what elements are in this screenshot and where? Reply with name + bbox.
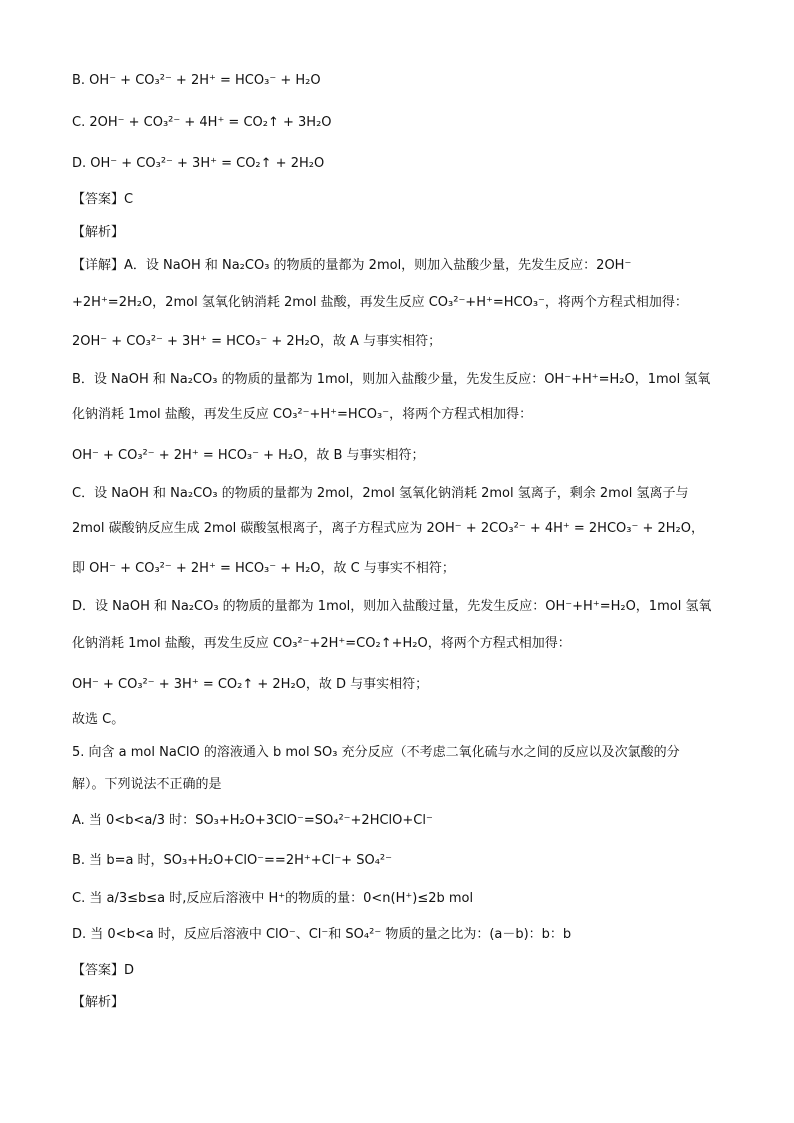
question-5-option-a: A. 当 0<b<a/3 时：SO₃+H₂O+3ClO⁻=SO₄²⁻+2HClO+Cl⁻ bbox=[72, 813, 433, 828]
explanation-line-3: 2OH⁻ + CO₃²⁻ + 3H⁺ = HCO₃⁻ + 2H₂O，故 A 与事实相符； bbox=[72, 334, 442, 349]
question-5-option-b: B. 当 b=a 时，SO₃+H₂O+ClO⁻==2H⁺+Cl⁻+ SO₄²⁻ bbox=[72, 853, 392, 868]
option-b-equation: B. OH⁻ + CO₃²⁻ + 2H⁺ = HCO₃⁻ + H₂O bbox=[72, 73, 321, 88]
explanation-line-12: OH⁻ + CO₃²⁻ + 3H⁺ = CO₂↑ + 2H₂O，故 D 与事实相符； bbox=[72, 677, 429, 692]
question-5-option-d: D. 当 0<b<a 时，反应后溶液中 ClO⁻、Cl⁻和 SO₄²⁻ 物质的量之比为：(a－b)：b：b bbox=[72, 927, 572, 942]
explanation-line-4: B．设 NaOH 和 Na₂CO₃ 的物质的量都为 1mol，则加入盐酸少量，先发生反应：OH⁻+H⁺=H₂O，1mol 氢氧 bbox=[72, 372, 711, 387]
analysis-label: 【解析】 bbox=[72, 225, 125, 240]
explanation-line-11: 化钠消耗 1mol 盐酸，再发生反应 CO₃²⁻+2H⁺=CO₂↑+H₂O，将两个方程式相加得： bbox=[72, 636, 571, 651]
conclusion-line: 故选 C。 bbox=[72, 712, 125, 727]
option-d-equation: D. OH⁻ + CO₃²⁻ + 3H⁺ = CO₂↑ + 2H₂O bbox=[72, 156, 325, 171]
explanation-line-5: 化钠消耗 1mol 盐酸，再发生反应 CO₃²⁻+H⁺=HCO₃⁻，将两个方程式相加得： bbox=[72, 407, 533, 422]
answer-label: 【答案】C bbox=[72, 192, 134, 207]
explanation-line-6: OH⁻ + CO₃²⁻ + 2H⁺ = HCO₃⁻ + H₂O，故 B 与事实相符； bbox=[72, 448, 425, 463]
question-5-stem-2: 解）。下列说法不正确的是 bbox=[72, 777, 222, 792]
answer-label-2: 【答案】D bbox=[72, 963, 135, 978]
question-5-stem-1: 5. 向含 a mol NaClO 的溶液通入 b mol SO₃ 充分反应（不考虑二氧化硫与水之间的反应以及次氯酸的分 bbox=[72, 745, 680, 760]
analysis-label-2: 【解析】 bbox=[72, 995, 125, 1010]
explanation-line-7: C．设 NaOH 和 Na₂CO₃ 的物质的量都为 2mol，2mol 氢氧化钠消耗 2mol 氢离子，剩余 2mol 氢离子与 bbox=[72, 486, 689, 501]
explanation-line-10: D．设 NaOH 和 Na₂CO₃ 的物质的量都为 1mol，则加入盐酸过量，先发生反应：OH⁻+H⁺=H₂O，1mol 氢氧 bbox=[72, 599, 712, 614]
option-c-equation: C. 2OH⁻ + CO₃²⁻ + 4H⁺ = CO₂↑ + 3H₂O bbox=[72, 115, 332, 130]
explanation-line-9: 即 OH⁻ + CO₃²⁻ + 2H⁺ = HCO₃⁻ + H₂O，故 C 与事实不相符； bbox=[72, 561, 455, 576]
explanation-line-1: 【详解】A．设 NaOH 和 Na₂CO₃ 的物质的量都为 2mol，则加入盐酸少量，先发生反应：2OH⁻ bbox=[72, 258, 632, 273]
question-5-option-c: C. 当 a/3≤b≤a 时,反应后溶液中 H⁺的物质的量：0<n(H⁺)≤2b mol bbox=[72, 891, 474, 906]
explanation-line-2: +2H⁺=2H₂O，2mol 氢氧化钠消耗 2mol 盐酸，再发生反应 CO₃²⁻+H⁺=HCO₃⁻，将两个方程式相加得： bbox=[72, 295, 688, 310]
explanation-line-8: 2mol 碳酸钠反应生成 2mol 碳酸氢根离子，离子方程式应为 2OH⁻ + 2CO₃²⁻ + 4H⁺ = 2HCO₃⁻ + 2H₂O， bbox=[72, 521, 704, 536]
